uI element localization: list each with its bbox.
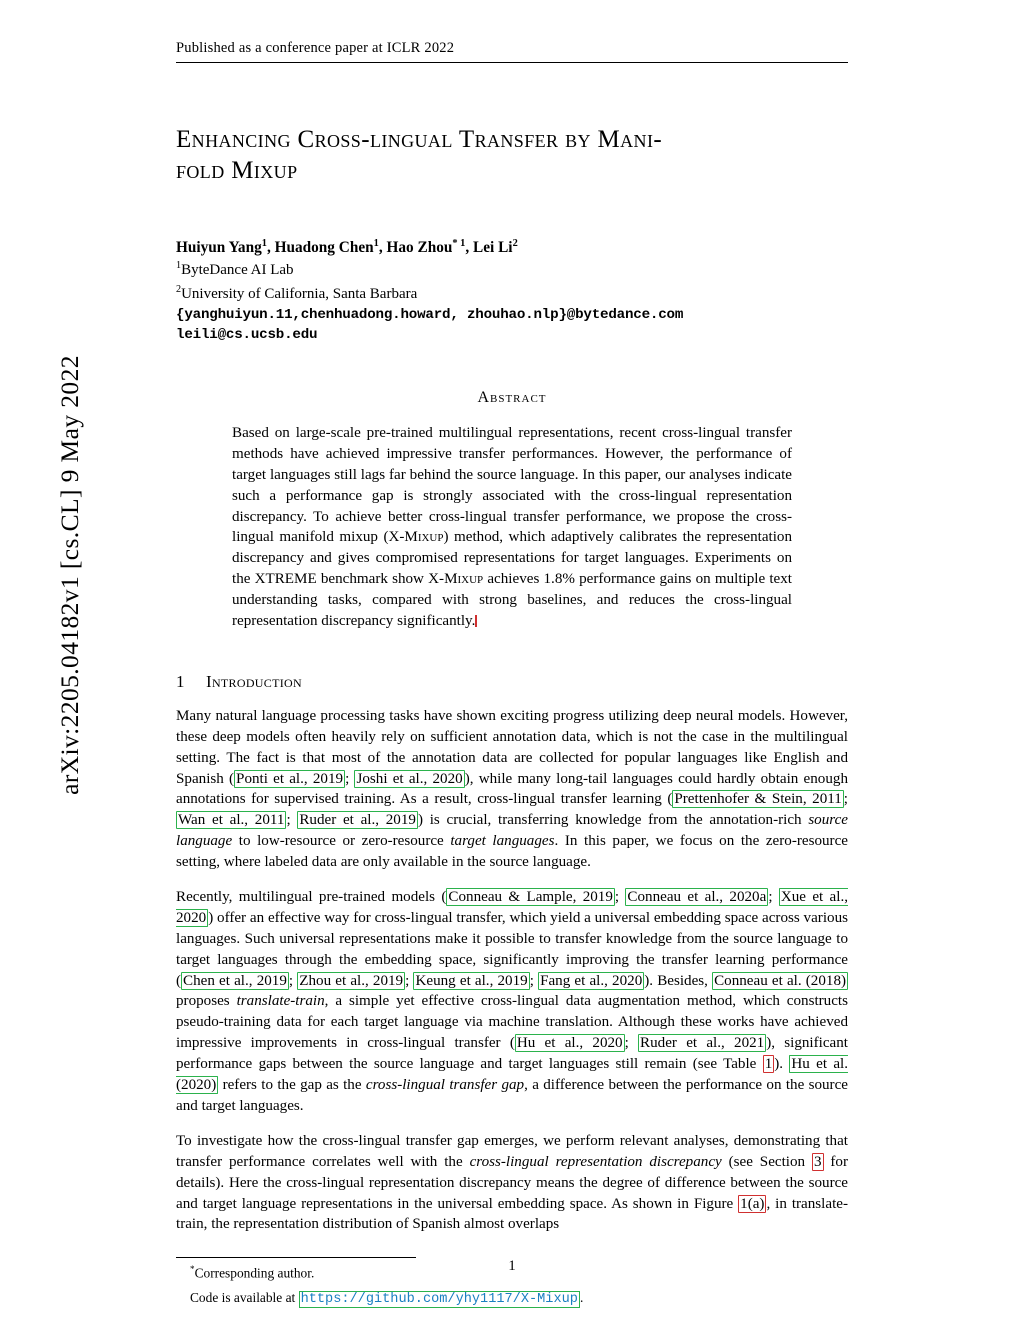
text-cursor (475, 615, 477, 627)
author-names-2: , Huadong Chen (266, 239, 374, 257)
email-line-2: leili@cs.ucsb.edu (176, 326, 318, 343)
author-names-3: , Hao Zhou (378, 239, 453, 257)
running-head: Published as a conference paper at ICLR 2022 (176, 40, 848, 63)
affiliation-2-sup: 2 (176, 283, 182, 295)
section-reference-3[interactable]: 3 (813, 1153, 822, 1170)
p3-text-d: , in translate-train, the representation distribution of Spanish almost overlaps (176, 1195, 848, 1233)
p1-text-e: . In this paper, we focus on the zero-resource setting, where labeled data are only available in the source language. (176, 833, 848, 871)
citation-conneau-2018[interactable]: Conneau et al. (2018) (714, 972, 847, 989)
author-sup-4: 2 (512, 238, 518, 249)
author-sup-2: 1 (373, 238, 379, 249)
p1-sep-1: ; (345, 770, 355, 787)
citation-ruder-2021[interactable]: Ruder et al., 2021 (640, 1035, 765, 1052)
email-line-1: {yanghuiyun.11,chenhuadong.howard, zhouhao.nlp}@bytedance.com (176, 306, 684, 323)
citation-fang-2020[interactable]: Fang et al., 2020 (540, 972, 643, 989)
title-line-2: fold Mixup (176, 156, 298, 184)
abstract-part-1: Based on large-scale pre-trained multilingual representations, recent cross-lingual transfer methods have achieved impressive transfer performances. However, the performance of target languages still lags far behind the source language. In this paper, our analyses indicate such a performance gap is strongly associated with the cross-lingual representation discrepancy. To achieve better cross-lingual transfer performance, we propose the cross-lingual manifold mixup (X-M (232, 425, 792, 546)
section-number: 1 (176, 671, 185, 691)
abstract-text (232, 423, 792, 632)
p2-text-b: ) offer an effective way for cross-lingual transfer, which yield a universal embedding space across various languages. Such universal representations make it possible to transfer knowledge from the source language to target languages through the embedding space, significantly improving the transfer learning performance ( (176, 909, 848, 989)
footnote-star: * (190, 1264, 195, 1275)
author-block (176, 238, 848, 345)
citation-ponti-2019[interactable]: Ponti et al., 2019 (236, 770, 344, 787)
citation-zhou-2019[interactable]: Zhou et al., 2019 (299, 972, 404, 989)
affiliation-2-text: University of California, Santa Barbara (181, 285, 418, 302)
p2-text-d: proposes (176, 993, 237, 1010)
footnote-code-prefix: Code is available at (190, 1289, 299, 1305)
p2-text-a: Recently, multilingual pre-trained models ( (176, 889, 447, 906)
affiliation-2 (176, 283, 848, 305)
p1-text-b: ), while many long-tail languages could hardly obtain enough annotations for supervised training. As a result, cross-lingual transfer learning ( (176, 770, 848, 808)
citation-xue-2020[interactable]: Xue et al., 2020 (176, 889, 848, 926)
abstract-smallcaps-2: ixup (457, 571, 484, 588)
p2-italic-transfer-gap: cross-lingual transfer gap (365, 1077, 525, 1094)
footnote-corresponding-text: Corresponding author. (194, 1265, 315, 1281)
affiliation-1-sup: 1 (176, 260, 182, 272)
p2-text-e: , a simple yet effective cross-lingual data augmentation method, which constructs pseudo-training data for each target language via machine translation. Although these works have achieved impressive improvements in cross-lingual transfer ( (176, 993, 848, 1052)
affiliation-1 (176, 259, 848, 281)
citation-wan-2011[interactable]: Wan et al., 2011 (178, 812, 285, 829)
title-line-1: Enhancing Cross-lingual Transfer by Mani- (176, 126, 663, 153)
paragraph-3 (176, 1131, 848, 1235)
table-reference-1[interactable]: 1 (764, 1056, 773, 1073)
p1-text-c: ) is crucial, transferring knowledge from the annotation-rich (417, 812, 809, 829)
author-sup-3: * 1 (452, 238, 466, 249)
p2-italic-translate-train: translate-train (236, 993, 325, 1010)
affiliation-1-text: ByteDance AI Lab (181, 262, 294, 279)
p1-text-d: to low-resource or zero-resource (232, 833, 451, 850)
paragraph-2: Recently, multilingual pre-trained models ( Conneau & Lample, 2019 ; Conneau et al., 2020a ; Xue et al., 2020 ) offer an effective way for cross-lingual transfer, which yield a universal embedding space across various languages. Such universal representations make it possible to transfer knowledge from the source language to target languages through the embedding space, significantly improving the transfer learning performance ( Chen et al., 2019 ; Zhou et al., 2019 ; Keung et al., 2019 ; Fang et al., 2020 ). Besides, Conneau et al. (2018) proposes translate-train, a simple yet effective cross-lingual data augmentation method, which constructs pseudo-training data for each target language via machine translation. Although these works have achieved impressive improvements in cross-lingual transfer ( Hu et al., 2020 ; Ruder et al., 2021 ), significant performance gaps between the source language and target languages still remain (see Table 1 ). Hu et al. (2020) refers to the gap as the cross-lingual transfer gap, a difference between the performance on the source and target languages. (176, 889, 848, 1114)
citation-joshi-2020[interactable]: Joshi et al., 2020 (356, 770, 463, 787)
abstract-part-3: achieves 1.8% performance gains on multiple text understanding tasks, compared with strong baselines, and reduces the cross-lingual representation discrepancy significantly. (232, 571, 793, 630)
citation-ruder-2019[interactable]: Ruder et al., 2019 (299, 812, 416, 829)
citation-hu-2020-inline[interactable]: Hu et al. (2020) (176, 1056, 848, 1094)
p1-italic-source-language: source language (176, 812, 848, 850)
p2-text-g: ). (774, 1056, 790, 1073)
author-sup-1: 1 (261, 238, 267, 249)
citation-conneau-lample-2019[interactable]: Conneau & Lample, 2019 (448, 889, 613, 906)
paper-page (176, 40, 848, 1309)
p2-text-h: refers to the gap as the (218, 1077, 366, 1094)
citation-chen-2019[interactable]: Chen et al., 2019 (183, 972, 287, 989)
p2-text-i: , a difference between the performance on the source and target languages. (176, 1077, 848, 1114)
citation-conneau-2020a[interactable]: Conneau et al., 2020a (627, 889, 767, 906)
figure-reference-1a[interactable]: 1(a) (740, 1195, 765, 1212)
p3-text-b: (see Section (721, 1153, 812, 1170)
abstract-part-2: ) method, which adaptively calibrates the representation discrepancy and gives compromised representations for target languages. Experiments on the XTREME benchmark show X-M (232, 529, 792, 588)
citation-keung-2019[interactable]: Keung et al., 2019 (415, 972, 528, 989)
footnote-code (176, 1289, 848, 1309)
author-names-4: , Lei Li (465, 239, 513, 257)
abstract-smallcaps-1: ixup (417, 529, 444, 546)
p2-text-c: ). Besides, (644, 972, 713, 989)
section-title: Introduction (206, 671, 302, 691)
citation-hu-2020[interactable]: Hu et al., 2020 (516, 1035, 623, 1052)
p3-text-c: for details). Here the cross-lingual representation discrepancy means the degree of difference between the source and target language representations in the universal embedding space. As shown in Figure (176, 1153, 848, 1212)
p3-text-a: To investigate how the cross-lingual transfer gap emerges, we perform relevant analyses, demonstrating that transfer performance correlates well with the (176, 1132, 848, 1170)
abstract-heading: Abstract (477, 389, 547, 406)
footnote-code-suffix: . (579, 1289, 584, 1305)
author-names-1: Huiyun Yang (176, 239, 262, 257)
section-heading-introduction (176, 672, 848, 692)
paper-title (176, 125, 848, 186)
paragraph-1: Many natural language processing tasks have shown exciting progress utilizing deep neural models. However, these deep models often heavily rely on sufficient annotation data, which is not the case in the multilingual setting. The fact is that most of the annotation data are collected for popular languages like English and Spanish ( Ponti et al., 2019 ; Joshi et al., 2020 ), while many long-tail languages could hardly obtain enough annotations for supervised training. As a result, cross-lingual transfer learning ( Prettenhofer & Stein, 2011 ; Wan et al., 2011 ; Ruder et al., 2019 ) is crucial, transferring knowledge from the annotation-rich source language to low-resource or zero-resource target languages. In this paper, we focus on the zero-resource setting, where labeled data are only available in the source language. (176, 707, 848, 871)
page-number: 1 (508, 1258, 516, 1274)
p1-text-a: Many natural language processing tasks have shown exciting progress utilizing deep neural models. However, these deep models often heavily rely on sufficient annotation data, which is not the case in the multilingual setting. The fact is that most of the annotation data are collected for popular languages like English and Spanish ( (176, 707, 848, 787)
p1-italic-target-languages: target languages (450, 833, 555, 850)
arxiv-stamp: arXiv:2205.04182v1 [cs.CL] 9 May 2022 (55, 355, 84, 795)
p3-italic-discrepancy: cross-lingual representation discrepancy (469, 1153, 722, 1170)
code-repository-link[interactable]: https://github.com/yhy1117/X-Mixup (300, 1291, 578, 1307)
citation-prettenhofer-2011[interactable]: Prettenhofer & Stein, 2011 (674, 791, 842, 808)
p2-text-f: ), significant performance gaps between the source language and target languages still remain (see Table (176, 1035, 848, 1073)
